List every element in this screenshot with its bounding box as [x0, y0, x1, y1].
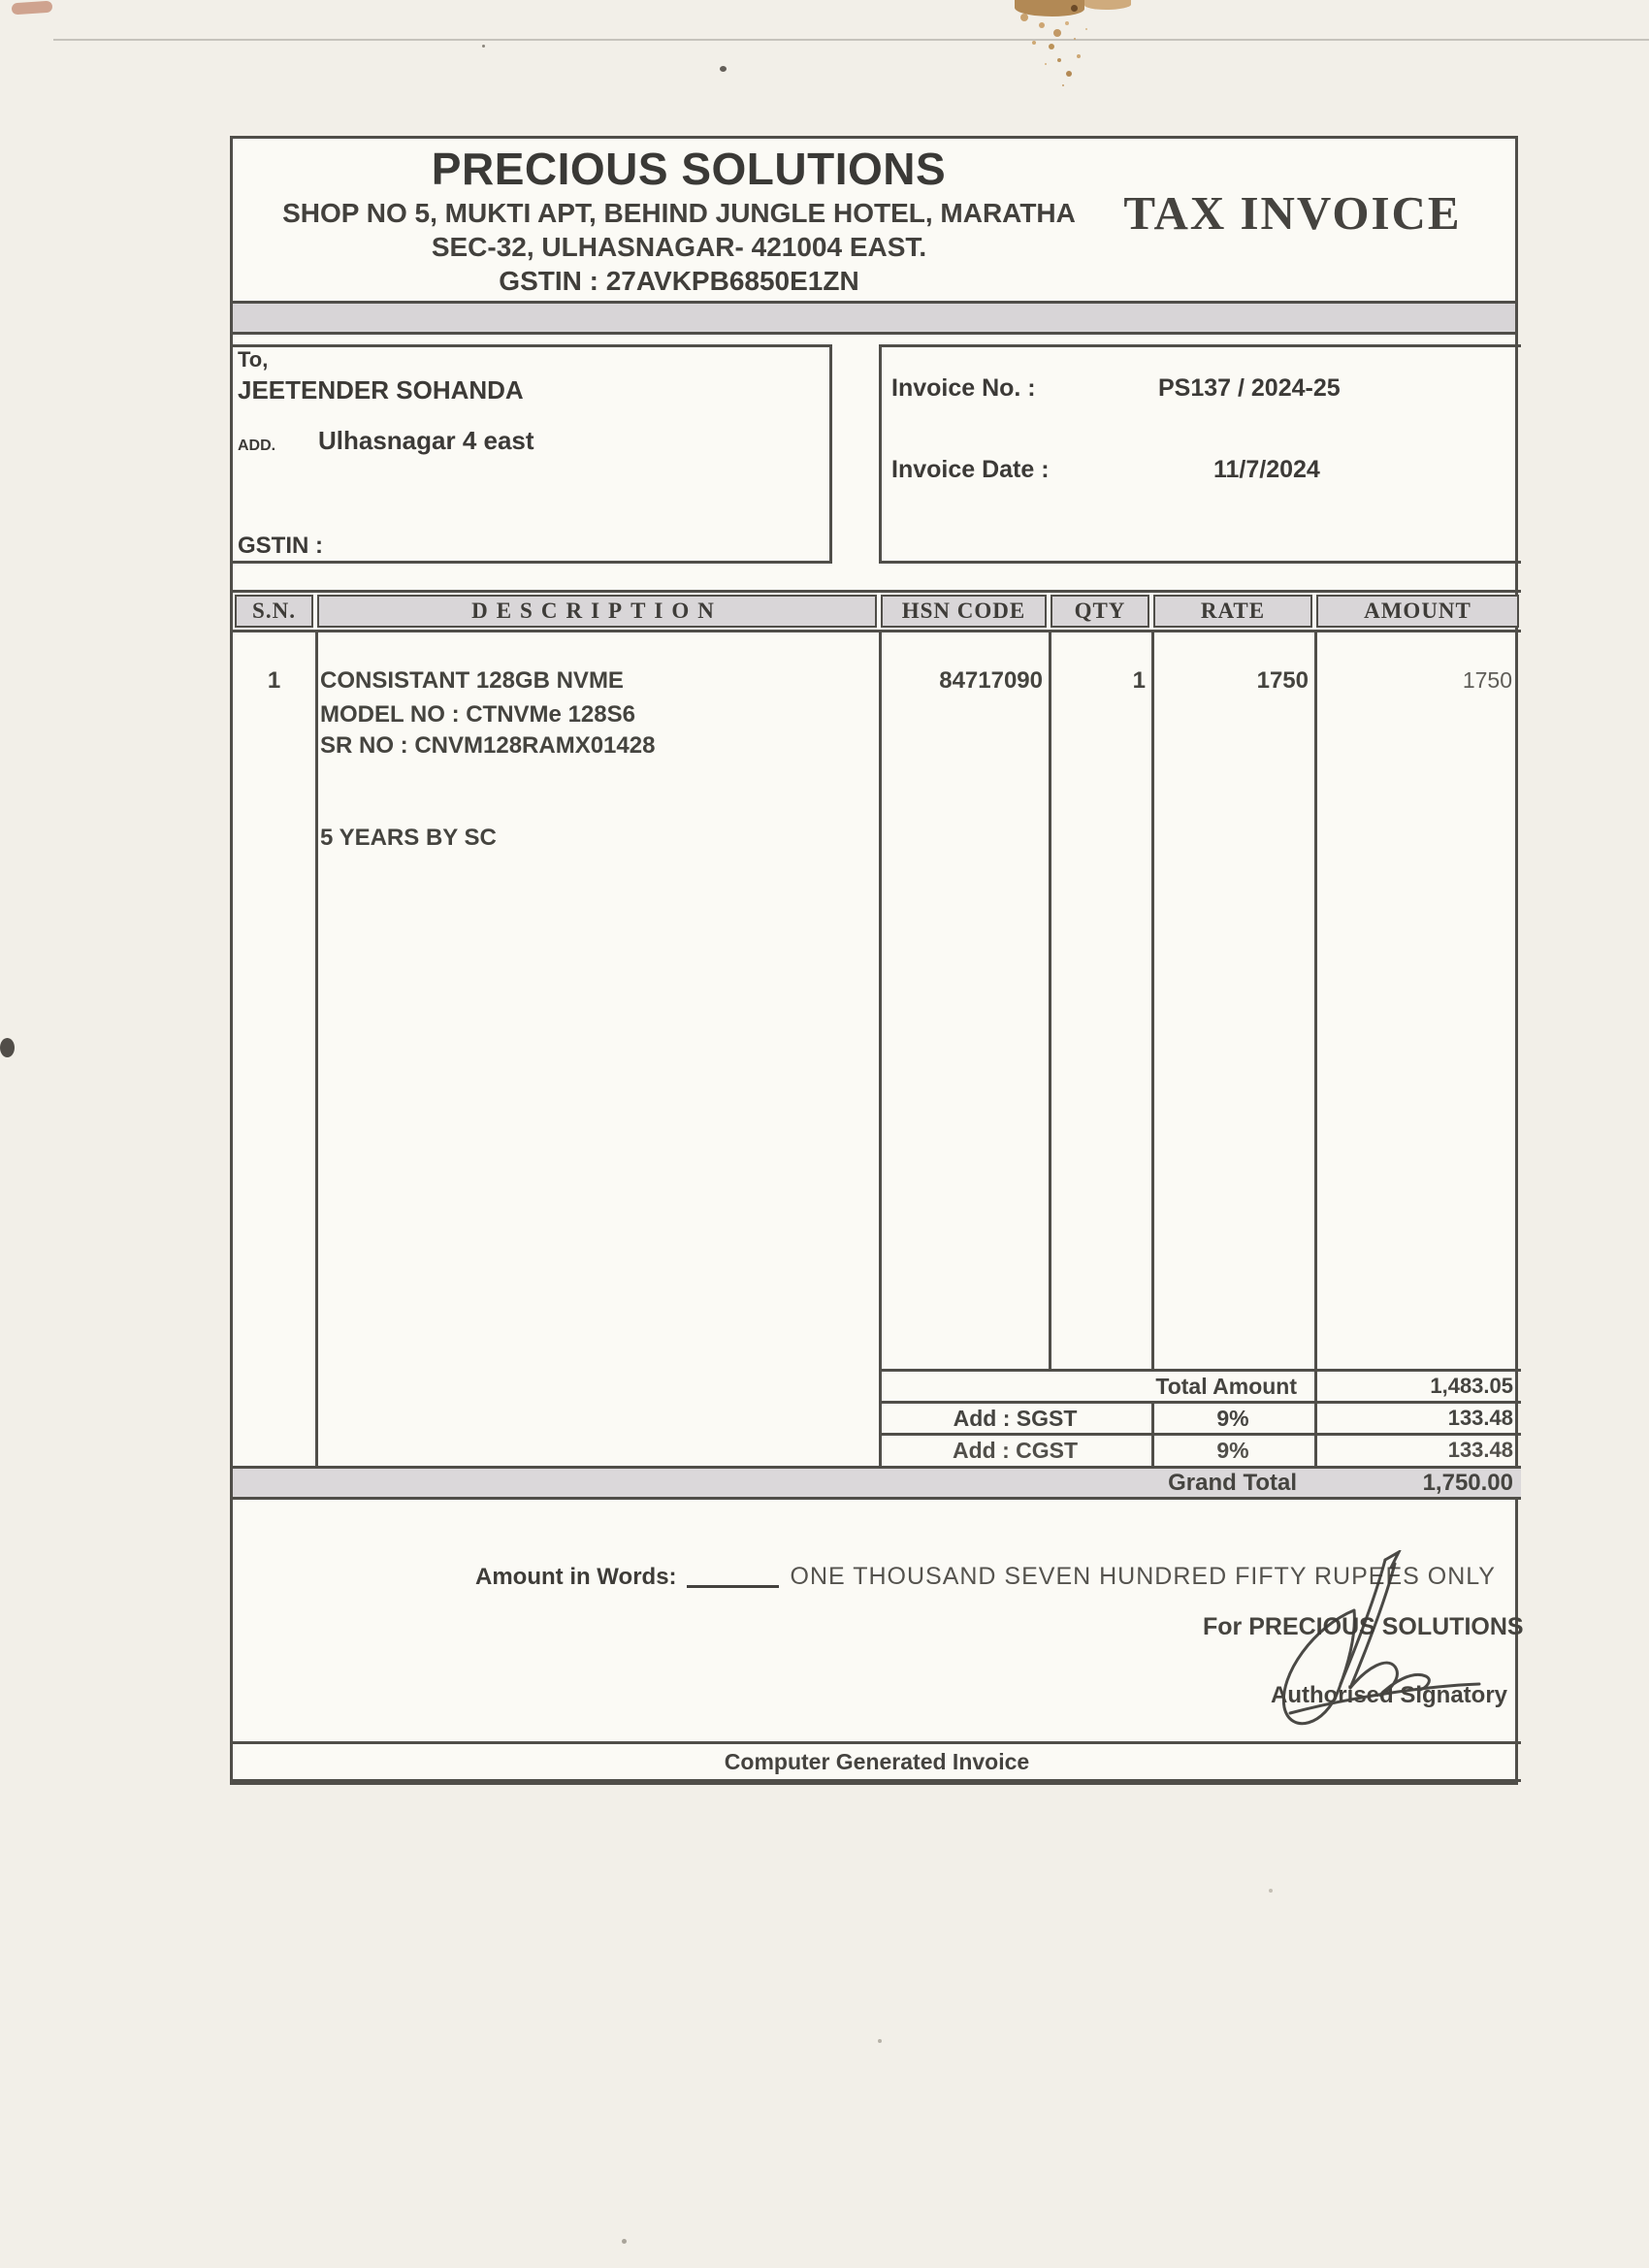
scan-speck: [720, 66, 727, 72]
scan-edge-blot: [0, 1038, 15, 1057]
authorised-signature-scribble: [1261, 1550, 1499, 1744]
scan-speck: [1269, 1889, 1273, 1893]
address-label: ADD.: [238, 437, 276, 454]
total-amount-label: Total Amount: [1155, 1374, 1297, 1399]
cgst-amount: 133.48: [1447, 1438, 1513, 1462]
bill-to-box: [233, 344, 832, 564]
sgst-label: Add : SGST: [953, 1406, 1078, 1431]
footer-strip: [233, 1741, 1521, 1782]
invoice-date-label: Invoice Date :: [891, 456, 1050, 483]
cgst-rate: 9%: [1216, 1438, 1249, 1463]
item-description-line: 5 YEARS BY SC: [320, 825, 497, 851]
invoice-no-value: PS137 / 2024-25: [1158, 374, 1341, 402]
for-company-label: For PRECIOUS SOLUTIONS: [1203, 1613, 1524, 1640]
total-amount-value: 1,483.05: [1430, 1374, 1513, 1398]
scan-stain-speck: [1071, 5, 1078, 12]
scan-stain-speckles: [1020, 14, 1028, 21]
grid-line: [1314, 632, 1317, 1497]
customer-gstin-label: GSTIN :: [238, 533, 323, 559]
grid-line: [1049, 632, 1051, 1369]
sgst-rate: 9%: [1216, 1406, 1249, 1431]
grand-total-value: 1,750.00: [1422, 1470, 1513, 1496]
column-header-hsn: HSN CODE: [881, 595, 1047, 628]
item-qty: 1: [1132, 667, 1146, 694]
invoice-date-value: 11/7/2024: [1213, 456, 1320, 483]
customer-name: JEETENDER SOHANDA: [238, 375, 524, 405]
scan-stain-blob: [1084, 0, 1131, 10]
amount-in-words-label: Amount in Words:: [475, 1564, 677, 1590]
grand-total-label: Grand Total: [1168, 1470, 1297, 1496]
column-header-qty: QTY: [1051, 595, 1149, 628]
item-description-line: MODEL NO : CTNVMe 128S6: [320, 701, 635, 728]
amount-words-underline: [687, 1585, 779, 1588]
column-header-rate: RATE: [1153, 595, 1312, 628]
cgst-label: Add : CGST: [952, 1438, 1079, 1463]
authorised-signatory-label: Authorised Signatory: [1271, 1682, 1508, 1708]
company-address-line1: SHOP NO 5, MUKTI APT, BEHIND JUNGLE HOTEL, MARATHA: [282, 198, 1076, 228]
column-header-amount: AMOUNT: [1316, 595, 1519, 628]
grid-line: [1151, 632, 1154, 1369]
column-header-description: DESCRIPTION: [317, 595, 877, 628]
company-name: PRECIOUS SOLUTIONS: [431, 144, 947, 194]
item-description-line: SR NO : CNVM128RAMX01428: [320, 732, 656, 759]
item-description-line: CONSISTANT 128GB NVME: [320, 667, 624, 694]
grid-line: [879, 632, 882, 1497]
invoice-sheet: [230, 136, 1524, 1785]
invoice-header: [233, 139, 1515, 304]
grid-line: [315, 632, 318, 1466]
item-hsn-code: 84717090: [939, 667, 1043, 694]
scan-speck: [878, 2039, 882, 2043]
company-address-line2: SEC-32, ULHASNAGAR- 421004 EAST.: [431, 232, 927, 262]
scan-edge-line: [53, 39, 1649, 41]
divider-band: [233, 304, 1515, 335]
scan-speck: [622, 2239, 627, 2244]
to-label: To,: [238, 347, 269, 372]
amount-in-words-value: ONE THOUSAND SEVEN HUNDRED FIFTY RUPEES ONLY: [790, 1563, 1496, 1590]
item-amount: 1750: [1462, 667, 1512, 693]
sgst-amount: 133.48: [1447, 1406, 1513, 1430]
scan-speck: [482, 45, 485, 48]
scan-stain-corner: [12, 1, 53, 16]
column-header-sn: S.N.: [235, 595, 313, 628]
company-gstin: GSTIN : 27AVKPB6850E1ZN: [499, 266, 859, 296]
document-title: TAX INVOICE: [1123, 186, 1462, 240]
grid-line: [233, 1497, 1521, 1500]
computer-generated-label: Computer Generated Invoice: [724, 1748, 1030, 1774]
items-table-header: [233, 590, 1521, 632]
invoice-no-label: Invoice No. :: [891, 374, 1036, 402]
item-row-sn: 1: [267, 667, 281, 694]
invoice-meta-box: [879, 344, 1521, 564]
customer-address: Ulhasnagar 4 east: [318, 426, 534, 455]
item-rate: 1750: [1256, 667, 1309, 694]
